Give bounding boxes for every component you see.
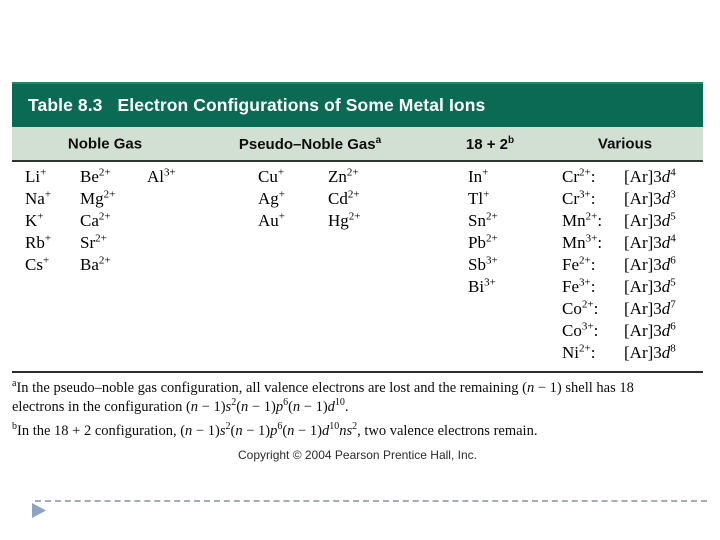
ion-cell [147, 232, 258, 254]
ion-cell: Cs+ [25, 254, 50, 274]
ion-cell [147, 320, 258, 342]
table-row [12, 232, 703, 254]
ion-cell: $[Ar]3d^8$ [624, 342, 676, 362]
table-row [12, 320, 703, 342]
ion-cell: Rb+ [25, 232, 52, 252]
ion-cell [147, 210, 258, 232]
ion-cell: Tl+ [468, 188, 490, 208]
ion-cell: $Al^{3+}$ [147, 166, 176, 186]
ion-cell: $[Ar]3d^4$ [624, 232, 676, 252]
ion-cell [147, 298, 258, 320]
footnote-a: $^a$In the pseudo–noble gas configuration, all valence electrons are lost and the remaining (n − 1) shell has 18 electrons in the configuration $(n - 1)s^2(n - 1)p^6(n - 1)d^{10}$. [12, 378, 634, 415]
ion-cell [328, 254, 468, 276]
ion-cell: $Co^{2+}$: [562, 298, 599, 318]
footnote-b: $^b$In the 18 + 2 configuration, $(n - 1)s^2(n - 1)p^6(n - 1)d^{10}ns^2$, two valence electrons remain. [12, 421, 538, 439]
ion-cell [147, 254, 258, 276]
column-header-pseudo-noble-gas: Pseudo–Noble Gas$^a$ [238, 134, 382, 153]
ion-cell: $Ca^{2+}$ [80, 210, 111, 230]
ion-cell: Ag+ [258, 188, 285, 208]
ion-cell [328, 342, 468, 364]
ion-cell [468, 320, 562, 342]
ion-cell: $Zn^{2+}$ [328, 166, 359, 186]
table-row [12, 254, 703, 276]
copyright-line: Copyright © 2004 Pearson Prentice Hall, Inc. [238, 448, 477, 462]
ion-cell [80, 342, 147, 364]
ion-cell [258, 254, 328, 276]
ion-cell: $[Ar]3d^5$ [624, 276, 676, 296]
ion-cell: $Bi^{3+}$ [468, 276, 496, 296]
table-row [12, 166, 703, 188]
ion-cell [258, 342, 328, 364]
table-bottom-rule [12, 371, 703, 373]
ion-cell [147, 276, 258, 298]
table-row [12, 342, 703, 364]
ion-cell [25, 276, 80, 298]
ion-cell: $Mg^{2+}$ [80, 188, 116, 208]
ion-cell: $[Ar]3d^4$ [624, 166, 676, 186]
column-header-row [12, 127, 703, 162]
ion-cell: $[Ar]3d^5$ [624, 210, 676, 230]
table-title: Electron Configurations of Some Metal Ions [117, 95, 486, 115]
ion-cell [25, 342, 80, 364]
ion-cell: $Ba^{2+}$ [80, 254, 111, 274]
ion-cell: $Be^{2+}$ [80, 166, 111, 186]
ion-cell [328, 276, 468, 298]
table-figure [12, 82, 703, 462]
column-header-various: Various [597, 135, 653, 152]
ion-cell [258, 298, 328, 320]
ion-cell: $Ni^{2+}$: [562, 342, 596, 362]
ion-cell [468, 342, 562, 364]
column-header-18-plus-2: $18 + 2^b$ [465, 134, 515, 153]
ion-cell: In+ [468, 166, 489, 186]
table-row [12, 276, 703, 298]
ion-cell: $Sr^{2+}$ [80, 232, 107, 252]
ion-cell [258, 232, 328, 254]
ion-cell: Na+ [25, 188, 52, 208]
column-header-noble-gas: Noble Gas [67, 135, 143, 152]
table-title-bar [12, 82, 703, 127]
ion-cell: $Mn^{3+}$: [562, 232, 603, 252]
ion-cell: $[Ar]3d^3$ [624, 188, 676, 208]
ion-cell: $[Ar]3d^6$ [624, 254, 676, 274]
ion-cell: $Cr^{3+}$: [562, 188, 596, 208]
ion-cell: K+ [25, 210, 44, 230]
footnotes [12, 379, 703, 441]
table-row [12, 298, 703, 320]
ion-cell [328, 298, 468, 320]
table-body [12, 166, 703, 364]
ion-cell: $Fe^{2+}$: [562, 254, 596, 274]
ion-cell [80, 276, 147, 298]
ion-cell: $Sn^{2+}$ [468, 210, 498, 230]
ion-cell: Li+ [25, 166, 47, 186]
ion-cell: Au+ [258, 210, 285, 230]
ion-cell [258, 276, 328, 298]
ion-cell [328, 232, 468, 254]
ion-cell [25, 298, 80, 320]
table-number: Table 8.3 [28, 95, 103, 115]
ion-cell [258, 320, 328, 342]
ion-cell: $[Ar]3d^7$ [624, 298, 676, 318]
ion-cell: $Hg^{2+}$ [328, 210, 361, 230]
ion-cell: Cu+ [258, 166, 285, 186]
ion-cell: $Fe^{3+}$: [562, 276, 596, 296]
table-row [12, 210, 703, 232]
ion-cell: $Mn^{2+}$: [562, 210, 603, 230]
ion-cell: $Cr^{2+}$: [562, 166, 596, 186]
ion-cell [468, 298, 562, 320]
ion-cell: $[Ar]3d^6$ [624, 320, 676, 340]
ion-cell [147, 342, 258, 364]
ion-cell: $Cd^{2+}$ [328, 188, 360, 208]
ion-cell [80, 298, 147, 320]
ion-cell: $Pb^{2+}$ [468, 232, 498, 252]
ion-cell [80, 320, 147, 342]
slide-divider-dashed-line [35, 500, 707, 502]
table-row [12, 188, 703, 210]
ion-cell: $Sb^{3+}$ [468, 254, 498, 274]
ion-cell [328, 320, 468, 342]
bullet-triangle-icon [32, 503, 46, 518]
ion-cell [25, 320, 80, 342]
ion-cell [147, 188, 258, 210]
ion-cell: $Co^{3+}$: [562, 320, 599, 340]
